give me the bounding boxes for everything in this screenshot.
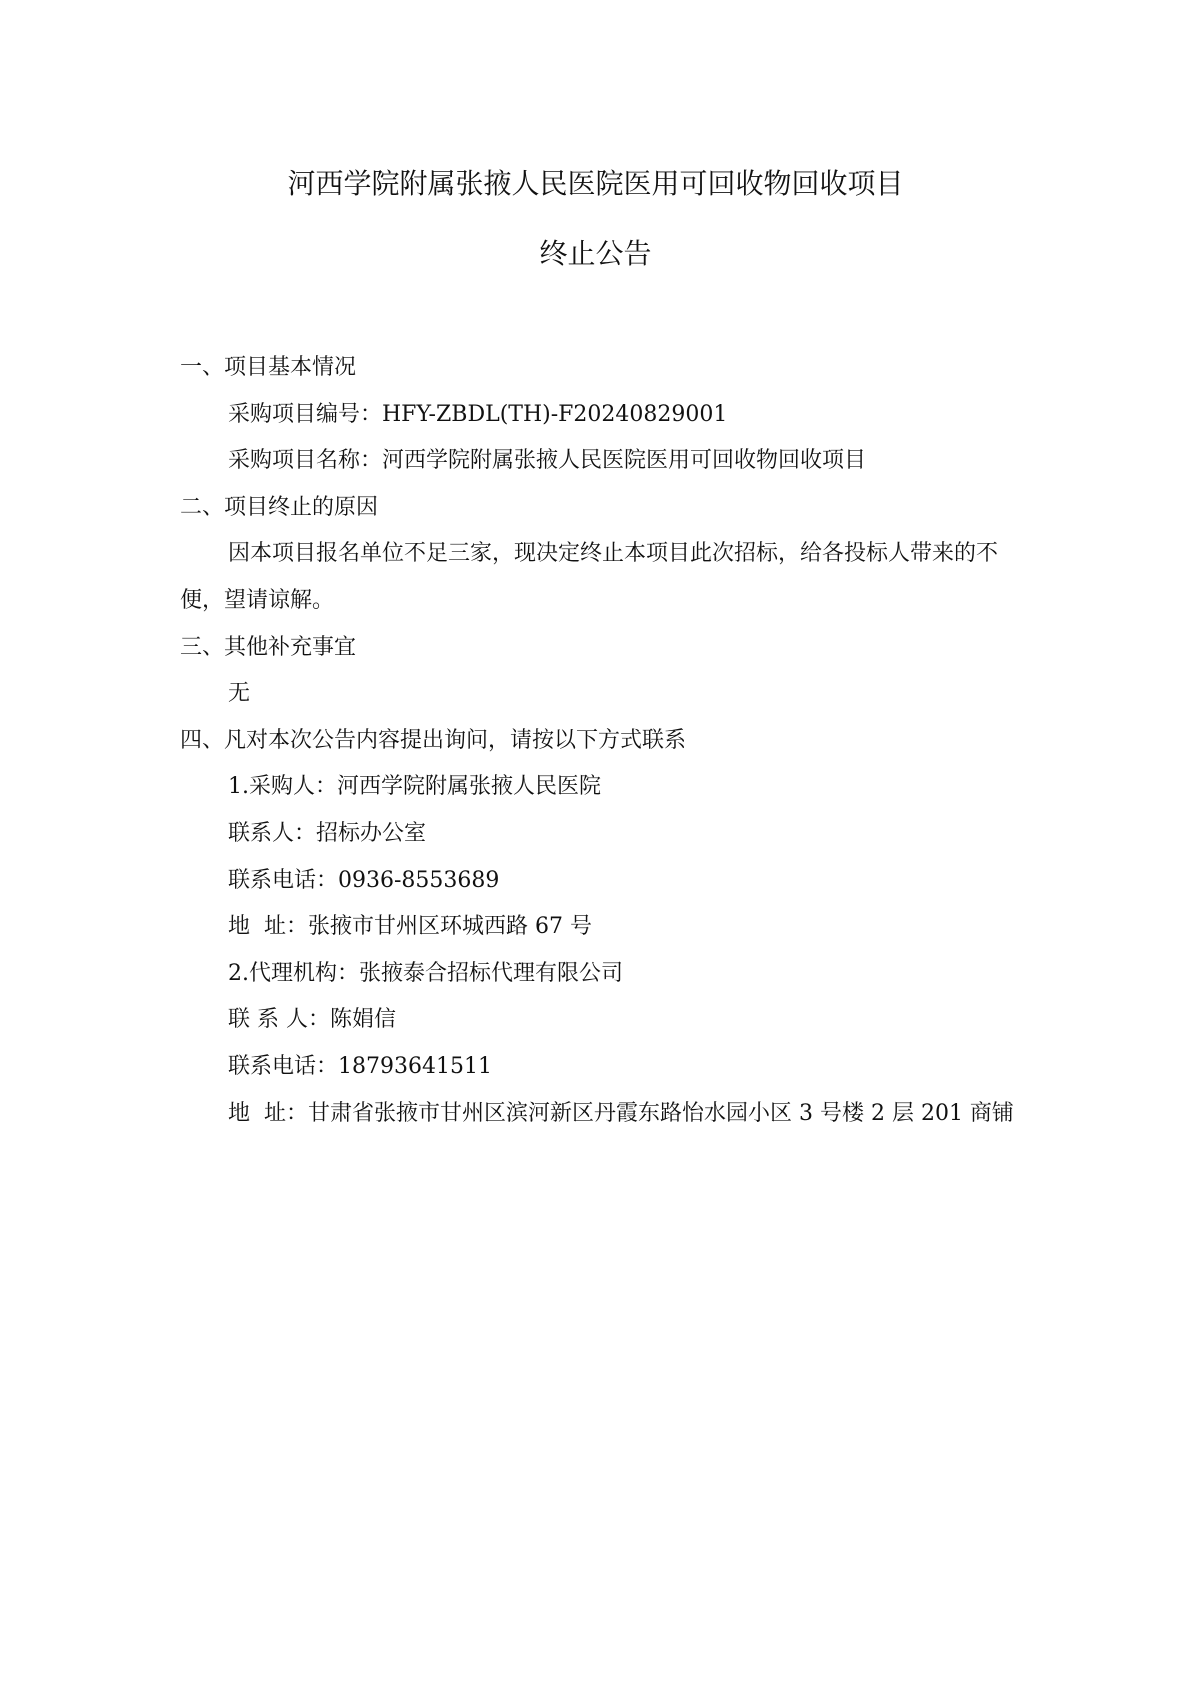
document-subtitle: 终止公告 xyxy=(539,237,652,270)
agency-phone: 联系电话：18793641511 xyxy=(228,1053,492,1079)
other-matters-text: 无 xyxy=(228,681,251,707)
agency-contact: 联 系 人：陈娟信 xyxy=(228,1007,396,1033)
document-title: 河西学院附属张掖人民医院医用可回收物回收项目 xyxy=(287,167,904,200)
section-heading-termination-reason: 二、项目终止的原因 xyxy=(180,494,379,520)
agency-name: 2.代理机构：张掖泰合招标代理有限公司 xyxy=(228,960,623,986)
termination-reason-text: 因本项目报名单位不足三家，现决定终止本项目此次招标，给各投标人带来的不便，望请谅解。 xyxy=(180,541,999,613)
purchaser-contact: 联系人：招标办公室 xyxy=(228,820,427,846)
section-heading-contact: 四、凡对本次公告内容提出询问，请按以下方式联系 xyxy=(180,727,687,753)
purchaser-phone: 联系电话：0936-8553689 xyxy=(228,867,500,893)
purchaser-name: 1.采购人：河西学院附属张掖人民医院 xyxy=(228,774,601,800)
section-heading-other-matters: 三、其他补充事宜 xyxy=(180,634,357,660)
agency-address: 地 址：甘肃省张掖市甘州区滨河新区丹霞东路怡水园小区 3 号楼 2 层 201 商铺 xyxy=(228,1100,1014,1126)
project-number: 采购项目编号：HFY-ZBDL(TH)-F20240829001 xyxy=(228,401,728,427)
section-heading-basic-info: 一、项目基本情况 xyxy=(180,355,357,380)
purchaser-address: 地 址：张掖市甘州区环城西路 67 号 xyxy=(228,914,592,940)
project-name: 采购项目名称：河西学院附属张掖人民医院医用可回收物回收项目 xyxy=(228,448,867,474)
document-body xyxy=(180,345,1020,1137)
